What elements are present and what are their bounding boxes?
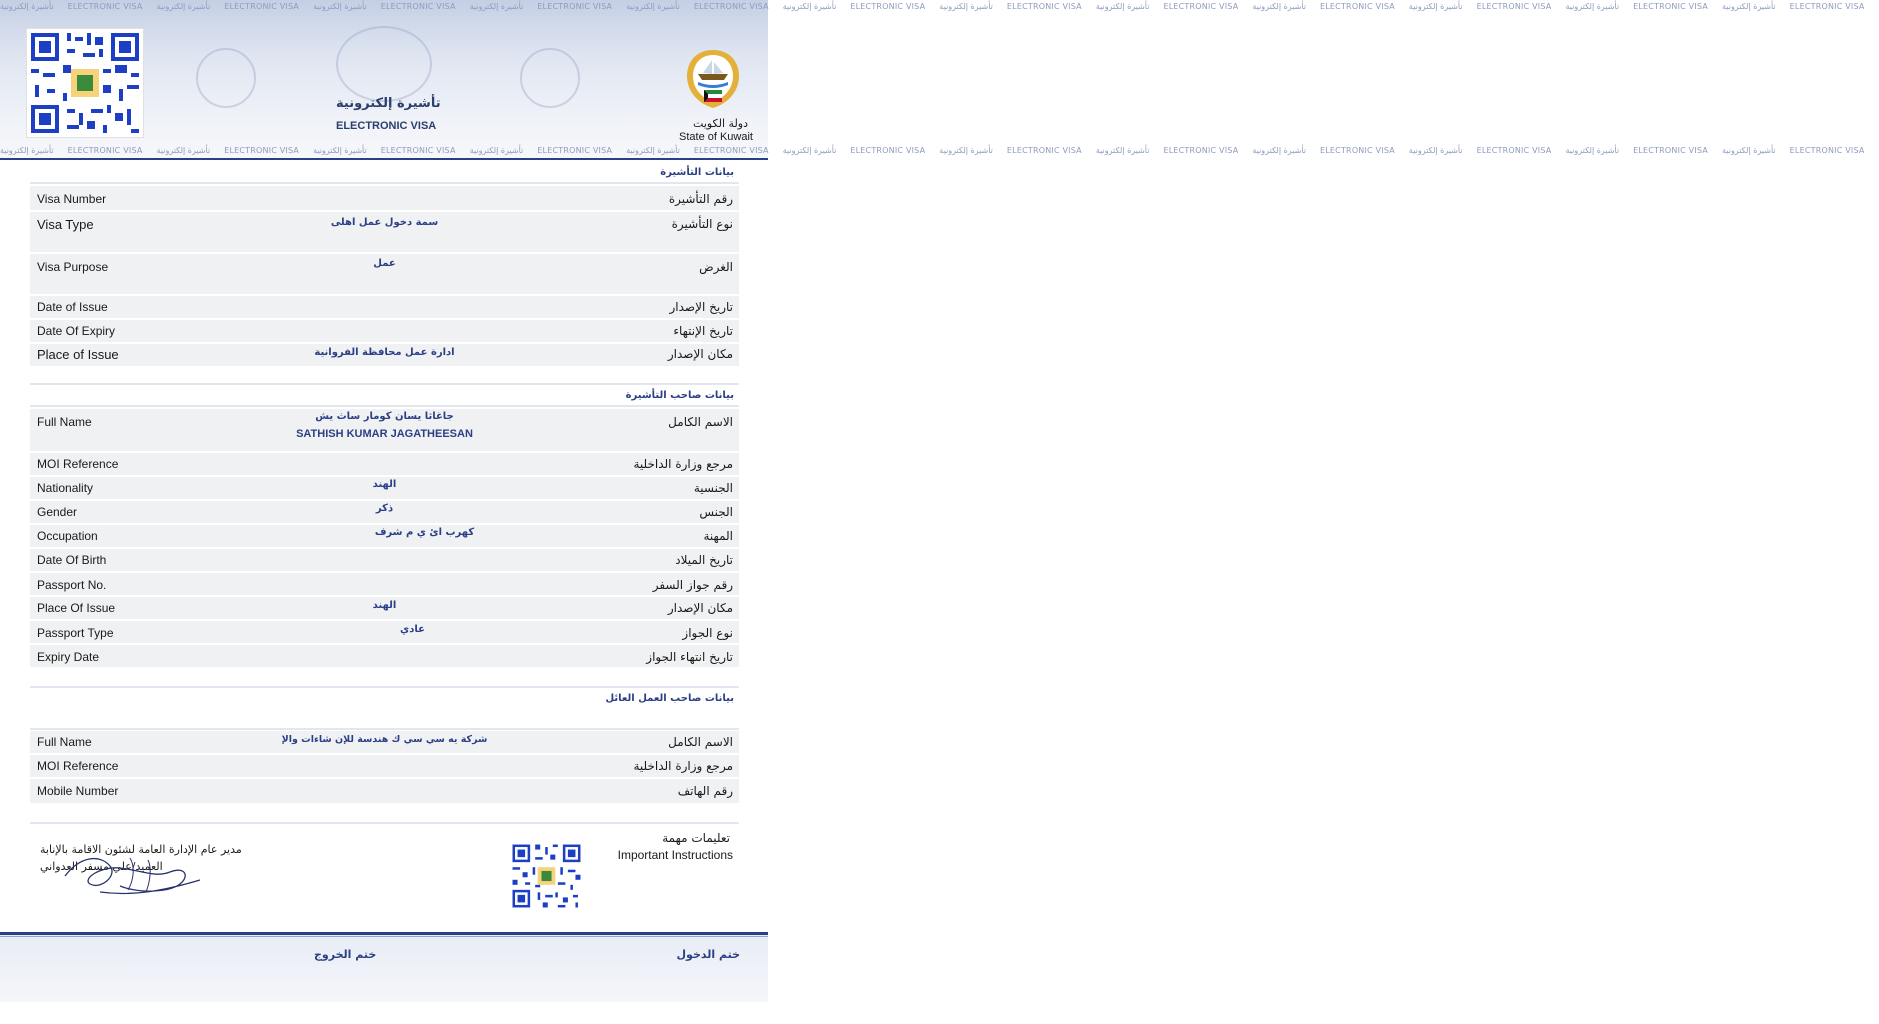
strip-text-en: ELECTRONIC VISA: [1476, 2, 1552, 11]
field-label-ar: الغرض: [699, 260, 733, 274]
field-label-ar: نوع التأشيرة: [671, 217, 733, 231]
strip-text-en: ELECTRONIC VISA: [1476, 146, 1552, 155]
section-divider: [30, 686, 739, 688]
strip-text-en: ELECTRONIC VISA: [850, 146, 926, 155]
strip-text-en: ELECTRONIC VISA: [537, 2, 613, 11]
strip-text-ar: تأشيرة إلكترونية: [782, 2, 837, 11]
employer-name-value: شركة يه سي سي ك هندسة للإن شاءات والإ: [281, 734, 488, 745]
strip-text-ar: تأشيرة إلكترونية: [1252, 146, 1307, 155]
field-label-en: Date Of Birth: [37, 553, 107, 567]
strip-text-en: ELECTRONIC VISA: [224, 2, 300, 11]
header-security-strip-top: [0, 2, 1865, 16]
strip-text-en: ELECTRONIC VISA: [1006, 146, 1082, 155]
moi-reference-row: [30, 453, 739, 477]
strip-text-ar: تأشيرة إلكترونية: [939, 146, 993, 155]
strip-text-ar: تأشيرة إلكترونية: [1408, 146, 1463, 155]
strip-text-en: ELECTRONIC VISA: [1633, 2, 1709, 11]
field-label-en: Occupation: [37, 529, 98, 543]
visa-purpose-row: [30, 254, 739, 296]
strip-text-en: ELECTRONIC VISA: [380, 2, 456, 11]
strip-text-en: ELECTRONIC VISA: [850, 2, 926, 11]
strip-text-en: ELECTRONIC VISA: [67, 2, 143, 11]
field-label-en: Visa Purpose: [37, 260, 109, 274]
strip-text-ar: تأشيرة إلكترونية: [939, 2, 993, 11]
watermark-emblem-icon: [336, 26, 432, 102]
strip-text-ar: تأشيرة إلكترونية: [313, 146, 367, 155]
visa-type-value: سمة دخول عمل اهلى: [330, 217, 439, 228]
field-label-en: Expiry Date: [37, 650, 100, 664]
field-label-ar: المهنة: [703, 529, 733, 543]
strip-text-ar: تأشيرة إلكترونية: [1252, 2, 1307, 11]
field-label-ar: تاريخ الإنتهاء: [673, 324, 733, 338]
footer-divider-thin: [0, 936, 768, 937]
nationality-value: الهند: [372, 479, 397, 490]
visa-section-title: بيانات التأشيرة: [660, 167, 734, 178]
kuwait-emblem-icon: [684, 46, 742, 112]
field-label-en: Passport No.: [37, 578, 107, 592]
field-label-en: MOI Reference: [37, 759, 119, 773]
electronic-visa-title-en: ELECTRONIC VISA: [336, 120, 437, 132]
strip-text-ar: تأشيرة إلكترونية: [782, 146, 837, 155]
section-divider: [30, 728, 739, 730]
strip-text-ar: تأشيرة إلكترونية: [1722, 2, 1776, 11]
field-label-ar: رقم الهاتف: [677, 784, 733, 798]
date-of-expiry-row: [30, 320, 739, 344]
strip-text-ar: تأشيرة إلكترونية: [1095, 2, 1150, 11]
strip-text-ar: تأشيرة إلكترونية: [626, 2, 680, 11]
instructions-title-en: Important Instructions: [617, 848, 733, 862]
strip-text-ar: تأشيرة إلكترونية: [1408, 2, 1463, 11]
field-label-en: MOI Reference: [37, 457, 119, 471]
signature-icon: [60, 846, 210, 898]
instructions-qr-code-icon: [510, 842, 583, 910]
strip-text-ar: تأشيرة إلكترونية: [1095, 146, 1150, 155]
strip-text-ar: تأشيرة إلكترونية: [469, 2, 524, 11]
footer-divider: [0, 932, 768, 935]
strip-text-ar: تأشيرة إلكترونية: [626, 146, 680, 155]
signatory-title: مدير عام الإدارة العامة لشئون الاقامة بالإنابة: [40, 843, 242, 856]
strip-text-ar: تأشيرة إلكترونية: [1722, 146, 1776, 155]
field-label-ar: رقم التأشيرة: [668, 192, 733, 206]
field-label-ar: الجنس: [699, 505, 733, 519]
date-of-issue-row: [30, 296, 739, 320]
strip-text-ar: تأشيرة إلكترونية: [469, 146, 524, 155]
qr-code-icon: [26, 28, 144, 138]
employer-moi-reference-row: [30, 755, 739, 779]
date-of-birth-row: [30, 549, 739, 573]
field-label-en: Place of Issue: [37, 347, 119, 362]
field-label-ar: نوع الجواز: [682, 626, 733, 640]
strip-text-ar: تأشيرة إلكترونية: [313, 2, 367, 11]
employer-name-row: [30, 731, 739, 755]
strip-text-ar: تأشيرة إلكترونية: [0, 2, 54, 11]
section-divider: [30, 405, 739, 407]
field-label-en: Full Name: [37, 415, 92, 429]
field-label-en: Visa Type: [37, 217, 94, 232]
field-label-en: Gender: [37, 505, 78, 519]
visa-number-row: [30, 186, 739, 212]
country-name-en: State of Kuwait: [679, 131, 753, 143]
visa-header: [0, 0, 1865, 160]
signatory-name: العميد/علي مسفر العدواني: [40, 860, 163, 873]
strip-text-ar: تأشيرة إلكترونية: [0, 146, 54, 155]
holder-name-en-value: SATHISH KUMAR JAGATHEESAN: [296, 428, 473, 440]
field-label-en: Nationality: [37, 481, 94, 495]
field-label-ar: مكان الإصدار: [667, 601, 733, 615]
instructions-title-ar: تعليمات مهمة: [662, 831, 730, 845]
strip-text-en: ELECTRONIC VISA: [1163, 2, 1239, 11]
field-label-ar: مرجع وزارة الداخلية: [633, 759, 733, 773]
strip-text-ar: تأشيرة إلكترونية: [1565, 2, 1620, 11]
occupation-value: كهرب ائ ي م شرف: [374, 527, 475, 538]
strip-text-ar: تأشيرة إلكترونية: [156, 2, 211, 11]
strip-text-ar: تأشيرة إلكترونية: [1565, 146, 1620, 155]
visa-type-row: [30, 212, 739, 254]
strip-text-en: ELECTRONIC VISA: [1789, 146, 1865, 155]
watermark-emblem-icon: [520, 48, 580, 108]
field-label-ar: تاريخ انتهاء الجواز: [646, 650, 733, 664]
field-label-ar: تاريخ الميلاد: [675, 553, 733, 567]
field-label-en: Mobile Number: [37, 784, 119, 798]
field-label-en: Passport Type: [37, 626, 114, 640]
strip-text-en: ELECTRONIC VISA: [537, 146, 613, 155]
strip-text-en: ELECTRONIC VISA: [1320, 146, 1395, 155]
gender-value: ذكر: [375, 503, 394, 514]
strip-text-en: ELECTRONIC VISA: [1163, 146, 1239, 155]
header-divider: [0, 158, 768, 160]
stamp-footer: [0, 932, 768, 1002]
passport-expiry-row: [30, 645, 739, 669]
field-label-en: Date of Issue: [37, 300, 108, 314]
field-label-ar: تاريخ الإصدار: [669, 300, 733, 314]
employer-mobile-row: [30, 779, 739, 805]
holder-section-title: بيانات صاحب التأشيرة: [625, 390, 734, 401]
occupation-row: [30, 525, 739, 549]
passport-place-of-issue-value: الهند: [372, 600, 397, 611]
strip-text-en: ELECTRONIC VISA: [1006, 2, 1082, 11]
strip-text-en: ELECTRONIC VISA: [67, 146, 143, 155]
field-label-ar: الجنسية: [693, 481, 733, 495]
watermark-emblem-icon: [196, 48, 256, 108]
country-name-ar: دولة الكويت: [693, 117, 748, 130]
strip-text-en: ELECTRONIC VISA: [1320, 2, 1395, 11]
gender-row: [30, 501, 739, 525]
place-of-issue-value: ادارة عمل محافظة الفروانية: [314, 347, 455, 358]
passport-place-of-issue-row: [30, 597, 739, 621]
section-divider: [30, 383, 739, 385]
strip-text-en: ELECTRONIC VISA: [1633, 146, 1709, 155]
exit-stamp-label: ختم الخروج: [314, 948, 377, 961]
employer-section-title: بيانات صاحب العمل العائل: [605, 693, 734, 704]
passport-type-value: عادي: [400, 624, 425, 635]
entry-stamp-label: ختم الدخول: [676, 948, 740, 961]
strip-text-en: ELECTRONIC VISA: [693, 146, 769, 155]
field-label-ar: الاسم الكامل: [668, 735, 733, 749]
strip-text-en: ELECTRONIC VISA: [1789, 2, 1865, 11]
passport-type-row: [30, 621, 739, 645]
holder-name-ar-value: جاغاثا يسان كومار ساث يش: [315, 411, 454, 422]
strip-text-en: ELECTRONIC VISA: [693, 2, 769, 11]
field-label-en: Place Of Issue: [37, 601, 116, 615]
field-label-en: Date Of Expiry: [37, 324, 116, 338]
field-label-en: Full Name: [37, 735, 92, 749]
strip-text-en: ELECTRONIC VISA: [380, 146, 456, 155]
strip-text-ar: تأشيرة إلكترونية: [156, 146, 211, 155]
visa-purpose-value: عمل: [373, 258, 396, 269]
field-label-ar: مرجع وزارة الداخلية: [633, 457, 733, 471]
strip-text-en: ELECTRONIC VISA: [224, 146, 300, 155]
field-label-en: Visa Number: [37, 192, 107, 206]
field-label-ar: الاسم الكامل: [668, 415, 733, 429]
place-of-issue-row: [30, 344, 739, 368]
section-divider: [30, 822, 739, 824]
electronic-visa-title-ar: تأشيرة إلكترونية: [336, 96, 441, 111]
holder-full-name-row: [30, 409, 739, 453]
nationality-row: [30, 477, 739, 501]
field-label-ar: رقم جواز السفر: [652, 578, 733, 592]
passport-number-row: [30, 573, 739, 597]
section-divider: [30, 182, 739, 184]
field-label-ar: مكان الإصدار: [667, 347, 733, 361]
